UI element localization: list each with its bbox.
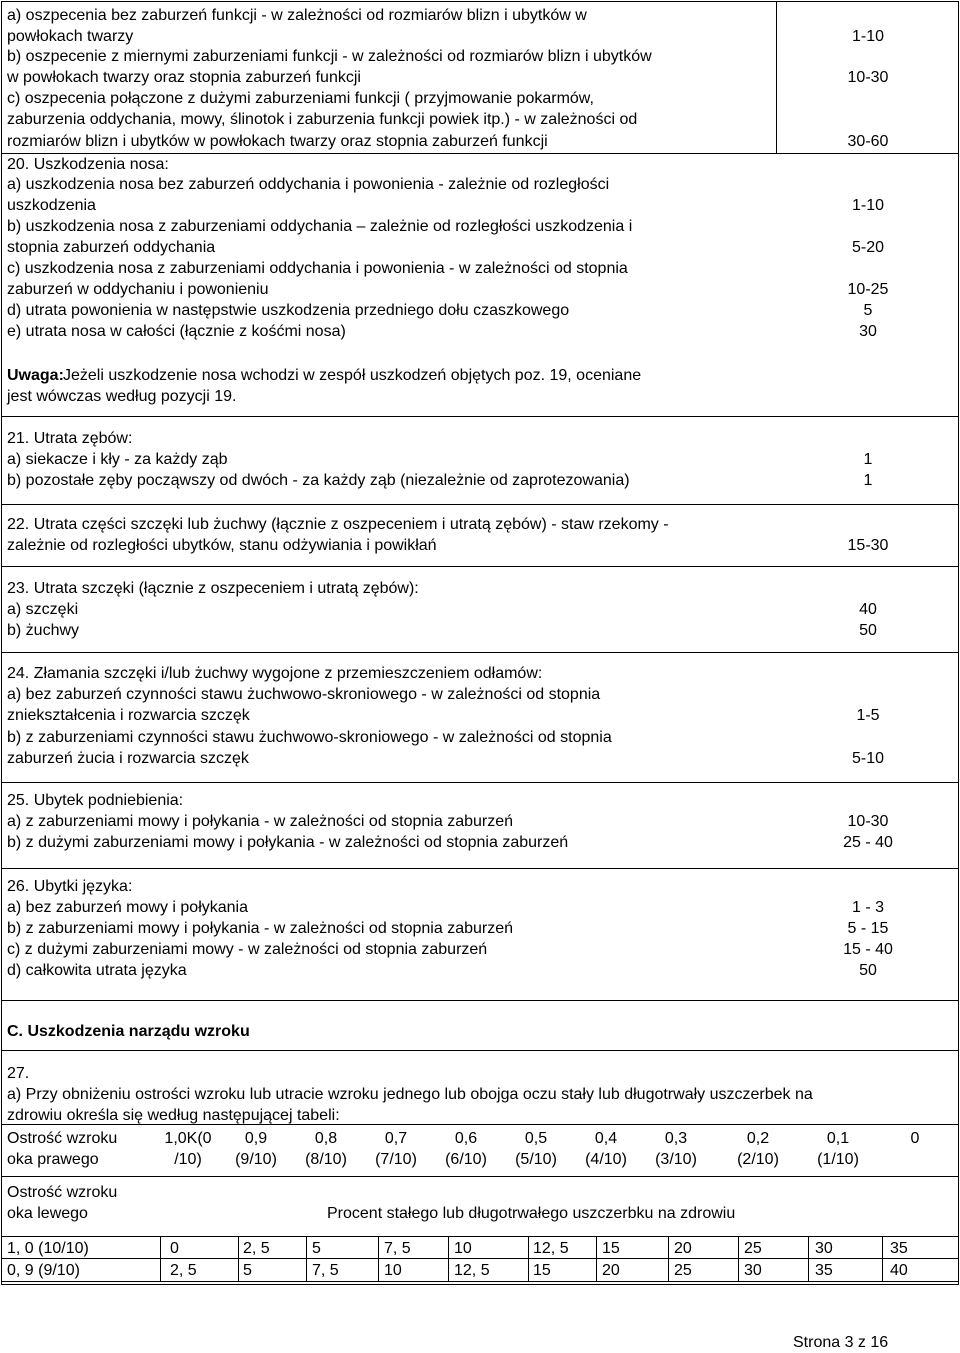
s22-line: zależnie od rozległości ubytków, stanu odżywiania i powikłań [7,537,437,554]
table-rule [668,1236,669,1282]
s21-value: 1 [863,472,873,489]
percent-cell: 0 [170,1240,179,1257]
left-acuity-cell: 0, 9 (9/10) [7,1262,80,1279]
note-label: Uwaga: [7,367,64,384]
percent-cell: 15 [602,1240,620,1257]
s21-line: b) pozostałe zęby począwszy od dwóch - za każdy ząb (niezależnie od zaprotezowania) [7,472,630,489]
right-eye-label: Ostrość wzroku [7,1130,118,1147]
percent-cell: 35 [890,1240,908,1257]
percent-cell: 10 [384,1262,402,1279]
s23-line: b) żuchwy [7,622,80,639]
s26-value: 50 [859,962,877,979]
s20-value: 10-25 [847,281,889,298]
table-rule [808,1236,809,1282]
percent-cell: 7, 5 [384,1240,411,1257]
percent-cell: 7, 5 [312,1262,339,1279]
percent-cell: 25 [674,1262,692,1279]
percent-cell: 12, 5 [454,1262,490,1279]
s26-line: d) całkowita utrata języka [7,962,187,979]
acuity-header: (4/10) [585,1151,627,1168]
s19-line: w powłokach twarzy oraz stopnia zaburzeń funkcji [7,69,361,86]
table-rule [596,1236,597,1282]
table-rule [776,1,777,154]
acuity-header: (8/10) [305,1151,347,1168]
percent-cell: 20 [674,1240,692,1257]
s19-line: rozmiarów blizn i ubytków w powłokach twarzy oraz stopnia zaburzeń funkcji [7,133,548,150]
acuity-header: 0,6 [454,1130,478,1147]
acuity-header: (2/10) [737,1151,779,1168]
acuity-header: 0,8 [314,1130,338,1147]
table-rule [1,1284,959,1285]
s21-value: 1 [863,451,873,468]
s22-line: 22. Utrata części szczęki lub żuchwy (łącznie z oszpeceniem i utratą zębów) - staw rzekomy - [7,516,669,533]
acuity-header: (9/10) [235,1151,277,1168]
s24-line: 24. Złamania szczęki i/lub żuchwy wygojone z przemieszczeniem odłamów: [7,665,543,682]
s21-line: 21. Utrata zębów: [7,430,133,447]
s24-line: zaburzeń żucia i rozwarcia szczęk [7,750,249,767]
s20-line: b) uszkodzenia nosa z zaburzeniami oddychania – zależnie od rozległości uszkodzenia i [7,218,633,235]
percent-cell: 2, 5 [170,1262,197,1279]
s20-line: a) uszkodzenia nosa bez zaburzeń oddychania i powonienia - zależnie od rozległości [7,176,610,193]
table-rule [160,1236,161,1282]
item-number: 27. [7,1065,30,1082]
s26-value: 1 - 3 [851,899,884,916]
s19-line: a) oszpecenia bez zaburzeń funkcji - w zależności od rozmiarów blizn i ubytków w [7,7,587,24]
note-text: jest wówczas według pozycji 19. [7,388,237,405]
percent-cell: 5 [243,1262,252,1279]
s23-value: 50 [859,622,877,639]
table-rule [238,1236,239,1282]
acuity-header: (7/10) [375,1151,417,1168]
left-acuity-cell: 1, 0 (10/10) [7,1240,89,1257]
s24-value: 5-10 [851,750,885,767]
acuity-header: 0 [910,1130,920,1147]
s20-line: e) utrata nosa w całości (łącznie z kośćmi nosa) [7,323,346,340]
s25-line: 25. Ubytek podniebienia: [7,792,184,809]
table-rule [1,1050,959,1051]
table-rule [378,1236,379,1282]
acuity-header: 0,7 [384,1130,408,1147]
percent-cell: 12, 5 [533,1240,569,1257]
acuity-header: 0,3 [664,1130,688,1147]
percent-cell: 40 [890,1262,908,1279]
s20-value: 30 [859,323,877,340]
percent-cell: 25 [744,1240,762,1257]
page-number: Strona 3 z 16 [793,1334,889,1351]
table-rule [882,1236,883,1282]
s26-value: 15 - 40 [843,941,893,958]
table-rule [1,652,959,653]
s20-line: d) utrata powonienia w następstwie uszkodzenia przedniego dołu czaszkowego [7,302,570,319]
table-rule [1,868,959,869]
s25-line: a) z zaburzeniami mowy i połykania - w zależności od stopnia zaburzeń [7,813,514,830]
s23-value: 40 [859,601,877,618]
s19-line: b) oszpecenie z miernymi zaburzeniami funkcji - w zależności od rozmiarów blizn i ubytków [7,48,652,65]
table-rule [1,1,959,2]
note-text: Jeżeli uszkodzenie nosa wchodzi w zespół uszkodzeń objętych poz. 19, oceniane [63,367,642,384]
percent-title: Procent stałego lub długotrwałego uszczerbku na zdrowiu [327,1205,736,1222]
percent-cell: 30 [815,1240,833,1257]
s26-line: c) z dużymi zaburzeniami mowy - w zależności od stopnia zaburzeń [7,941,488,958]
table-rule [738,1236,739,1282]
s26-value: 5 - 15 [847,920,889,937]
percent-cell: 5 [312,1240,321,1257]
s24-value: 1-5 [856,707,880,724]
s25-value: 25 - 40 [843,834,893,851]
percent-cell: 10 [454,1240,472,1257]
acuity-header: 0,4 [594,1130,618,1147]
s20-value: 5-20 [851,239,885,256]
table-rule [1,1000,959,1001]
percent-cell: 2, 5 [243,1240,270,1257]
table-rule [1,416,959,417]
s25-line: b) z dużymi zaburzeniami mowy i połykania - w zależności od stopnia zaburzeń [7,834,569,851]
acuity-header: (5/10) [515,1151,557,1168]
table-rule [958,1,959,1284]
table-rule [448,1236,449,1282]
acuity-header: 0,5 [524,1130,548,1147]
s26-line: 26. Ubytki języka: [7,878,133,895]
table-rule [1,1,2,1284]
s24-line: zniekształcenia i rozwarcia szczęk [7,707,250,724]
acuity-header: 0,2 [746,1130,770,1147]
percent-cell: 15 [533,1262,551,1279]
acuity-header: 0,9 [244,1130,268,1147]
s20-value: 5 [863,302,873,319]
item-text: zdrowiu określa się według następującej tabeli: [7,1107,340,1124]
acuity-header: (3/10) [655,1151,697,1168]
left-eye-label: oka lewego [7,1205,88,1222]
acuity-header: 0,1 [826,1130,850,1147]
right-eye-label: oka prawego [7,1151,99,1168]
table-rule [1,782,959,783]
s23-line: a) szczęki [7,601,79,618]
table-rule [306,1236,307,1282]
percent-cell: 20 [602,1262,620,1279]
section-title: C. Uszkodzenia narządu wzroku [7,1023,250,1040]
s26-line: b) z zaburzeniami mowy i połykania - w zależności od stopnia zaburzeń [7,920,514,937]
s19-value: 30-60 [847,133,889,150]
s19-line: zaburzenia oddychania, mowy, ślinotok i zaburzenia funkcji powiek itp.) - w zależności od [7,111,638,128]
s24-line: a) bez zaburzeń czynności stawu żuchwowo-skroniowego - w zależności od stopnia [7,686,601,703]
s20-line: stopnia zaburzeń oddychania [7,239,216,256]
s20-value: 1-10 [851,197,885,214]
s24-line: b) z zaburzeniami czynności stawu żuchwowo-skroniowego - w zależności od stopnia [7,729,612,746]
s25-value: 10-30 [847,813,889,830]
percent-cell: 35 [815,1262,833,1279]
percent-cell: 30 [744,1262,762,1279]
s22-value: 15-30 [847,537,889,554]
s20-line: uszkodzenia [7,197,96,214]
left-eye-label: Ostrość wzroku [7,1184,118,1201]
acuity-header: 1,0K(0 [164,1130,212,1147]
s21-line: a) siekacze i kły - za każdy ząb [7,451,228,468]
table-rule [1,566,959,567]
acuity-header: (1/10) [817,1151,859,1168]
acuity-header: /10) [174,1151,202,1168]
table-rule [1,1281,959,1282]
item-text: a) Przy obniżeniu ostrości wzroku lub utracie wzroku jednego lub obojga oczu stały lub długotrwały uszczerbek na [7,1086,813,1103]
s26-line: a) bez zaburzeń mowy i połykania [7,899,249,916]
s20-line: 20. Uszkodzenia nosa: [7,156,169,173]
s19-value: 10-30 [847,69,889,86]
s20-line: c) uszkodzenia nosa z zaburzeniami oddychania i powonienia - w zależności od stopnia [7,260,628,277]
s19-line: c) oszpecenia połączone z dużymi zaburzeniami funkcji ( przyjmowanie pokarmów, [7,90,594,107]
table-rule [1,1176,959,1177]
table-rule [1,504,959,505]
s23-line: 23. Utrata szczęki (łącznie z oszpeceniem i utratą zębów): [7,580,419,597]
s19-line: powłokach twarzy [7,28,134,45]
table-rule [1,1124,959,1125]
table-rule [528,1236,529,1282]
acuity-header: (6/10) [445,1151,487,1168]
table-rule [1,1236,959,1237]
s20-line: zaburzeń w oddychaniu i powonieniu [7,281,269,298]
s19-value: 1-10 [851,28,885,45]
